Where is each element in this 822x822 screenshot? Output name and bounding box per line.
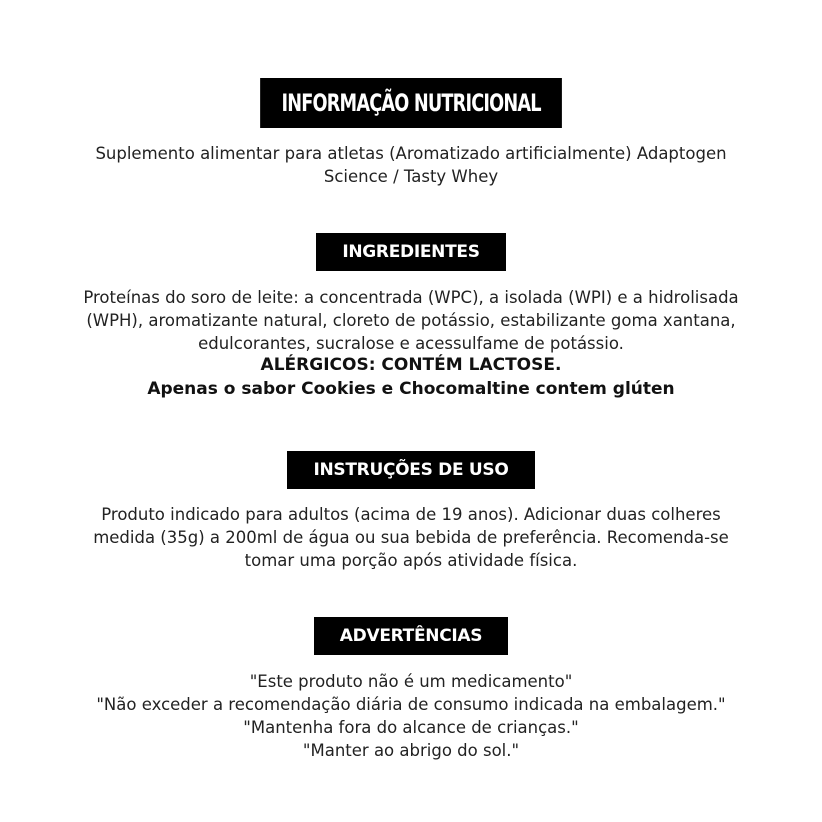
instructions-line-1: Produto indicado para adultos (acima de 19 anos). Adicionar duas colheres bbox=[101, 505, 721, 524]
info-text bbox=[0, 142, 822, 188]
warning-line-3: "Mantenha fora do alcance de crianças." bbox=[243, 718, 579, 737]
info-title: INFORMAÇÃO NUTRICIONAL bbox=[260, 78, 562, 128]
instructions-text bbox=[0, 503, 822, 572]
warning-line-4: "Manter ao abrigo do sol." bbox=[302, 741, 520, 760]
ingredients-line-3: edulcorantes, sucralose e acessulfame de potássio. bbox=[198, 334, 624, 353]
warning-line-2: "Não exceder a recomendação diária de consumo indicada na embalagem." bbox=[96, 695, 726, 714]
ingredients-line-1: Proteínas do soro de leite: a concentrada (WPC), a isolada (WPI) e a hidrolisada bbox=[83, 288, 739, 307]
instructions-line-3: tomar uma porção após atividade física. bbox=[244, 551, 578, 570]
instructions-title-wrap bbox=[0, 451, 822, 489]
info-title-wrap bbox=[0, 78, 822, 128]
ingredients-title-wrap bbox=[0, 233, 822, 271]
allergens-notice: ALÉRGICOS: CONTÉM LACTOSE. bbox=[260, 355, 562, 375]
warning-line-1: "Este produto não é um medicamento" bbox=[249, 672, 573, 691]
warnings-title: ADVERTÊNCIAS bbox=[314, 617, 508, 655]
ingredients-text bbox=[0, 286, 822, 401]
info-line-2: Science / Tasty Whey bbox=[323, 167, 499, 186]
gluten-notice: Apenas o sabor Cookies e Chocomaltine contem glúten bbox=[147, 379, 675, 399]
warnings-text bbox=[0, 670, 822, 762]
ingredients-line-2: (WPH), aromatizante natural, cloreto de potássio, estabilizante goma xantana, bbox=[86, 311, 736, 330]
info-line-1: Suplemento alimentar para atletas (Aromatizado artificialmente) Adaptogen bbox=[95, 144, 727, 163]
instructions-line-2: medida (35g) a 200ml de água ou sua bebida de preferência. Recomenda-se bbox=[93, 528, 729, 547]
ingredients-title: INGREDIENTES bbox=[316, 233, 505, 271]
warnings-title-wrap bbox=[0, 617, 822, 655]
instructions-title: INSTRUÇÕES DE USO bbox=[287, 451, 534, 489]
